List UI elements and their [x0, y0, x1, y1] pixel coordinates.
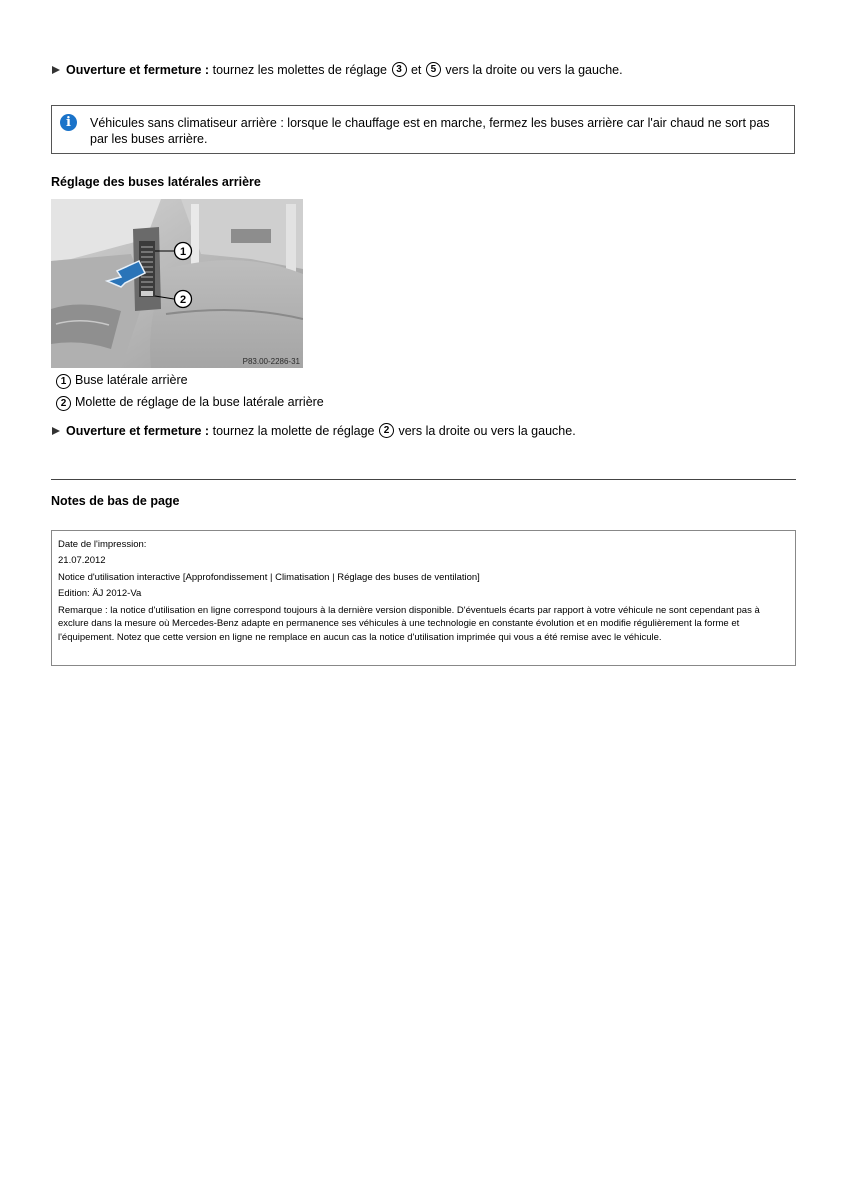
print-date: 21.07.2012 — [58, 555, 106, 567]
print-info-box — [51, 530, 796, 666]
legend-label: Buse latérale arrière — [75, 373, 188, 387]
print-date-label: Date de l'impression: — [58, 539, 147, 550]
bullet-arrow-icon — [52, 427, 60, 435]
document-path: Notice d'utilisation interactive [Approfondissement | Climatisation | Réglage des buses de ventilation] — [58, 571, 480, 583]
info-note-text: Véhicules sans climatiseur arrière : lorsque le chauffage est en marche, fermez les buses arrière car l'air chaud ne sort pas par les buses arrière. — [90, 116, 770, 146]
legend-label: Molette de réglage de la buse latérale arrière — [75, 395, 324, 409]
rear-vent-photo — [51, 199, 303, 368]
footnotes-title: Notes de bas de page — [51, 494, 180, 508]
figure-callout-1: 1 — [179, 246, 187, 258]
legend-item — [55, 372, 188, 389]
info-icon: i — [60, 114, 77, 131]
step-1-text-c: vers la droite ou vers la gauche. — [445, 63, 623, 77]
step-1-text-a: tournez les molettes de réglage — [212, 63, 388, 77]
section-title: Réglage des buses latérales arrière — [51, 175, 261, 189]
instruction-step-1 — [52, 62, 623, 78]
callout-number: 5 — [426, 62, 441, 77]
info-note-box — [51, 105, 795, 154]
edition: Edition: ÄJ 2012-Va — [58, 588, 142, 600]
callout-number: 1 — [56, 374, 71, 389]
step-2-bold: Ouverture et fermeture : — [66, 424, 210, 438]
callout-number: 2 — [56, 396, 71, 411]
legend-item — [55, 394, 324, 411]
step-2-text-b: vers la droite ou vers la gauche. — [398, 424, 576, 438]
callout-number: 3 — [392, 62, 407, 77]
remark: Remarque : la notice d'utilisation en ligne correspond toujours à la dernière version disponible. D'éventuels écarts par rapport à votre véhicule ne sont cependant pas à exclure dans la mesure où Mercedes-Benz adapte en permanence ses véhicules à une technologie en constante évolution et en modifie régulièrement la forme et l'équipement. Notez que cette version en ligne ne remplace en aucun cas la notice d'utilisation imprimée qui vous a été remise avec le véhicule. — [58, 604, 760, 643]
step-1-text-b: et — [410, 63, 422, 77]
bullet-arrow-icon — [52, 66, 60, 74]
instruction-step-2 — [52, 423, 576, 439]
step-1-bold: Ouverture et fermeture : — [66, 63, 210, 77]
divider — [51, 479, 796, 480]
figure-reference: P83.00-2286-31 — [242, 357, 300, 366]
step-2-text-a: tournez la molette de réglage — [212, 424, 375, 438]
figure-callout-2: 2 — [179, 294, 187, 306]
callout-number: 2 — [379, 423, 394, 438]
